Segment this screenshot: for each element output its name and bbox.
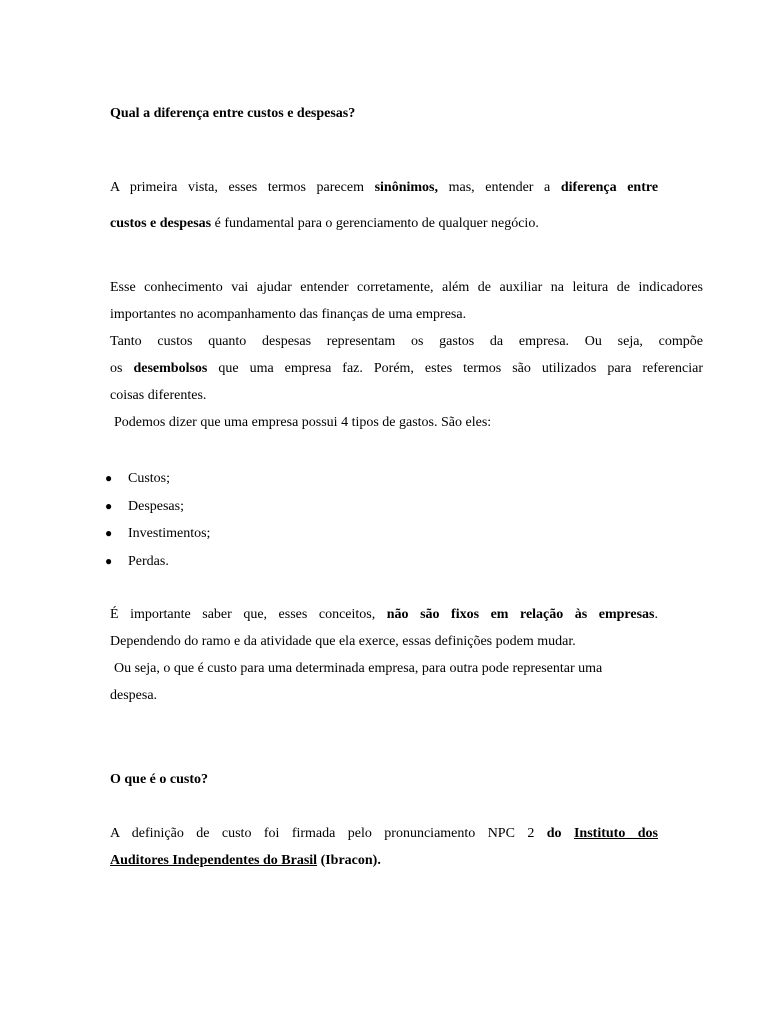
- paragraph-concepts: [110, 601, 658, 709]
- paragraph-line: os desembolsos que uma empresa faz. Porém, estes termos são utilizados para referenciar: [110, 361, 704, 376]
- paragraph-line: custos e despesas é fundamental para o gerenciamento de qualquer negócio.: [110, 216, 539, 231]
- ibracon-link-continued[interactable]: Auditores Independentes do Brasil: [110, 853, 318, 868]
- paragraph-line: A definição de custo foi firmada pelo pronunciamento NPC 2 do Instituto dos: [110, 826, 658, 841]
- bullet-icon: ●: [105, 553, 113, 568]
- bullet-icon: ●: [105, 498, 113, 513]
- paragraph-line: despesa.: [110, 688, 158, 703]
- paragraph-definition: [110, 820, 658, 874]
- heading-what-is-cost: O que é o custo?: [110, 772, 208, 787]
- bullet-icon: ●: [105, 471, 113, 485]
- paragraph-line: Esse conhecimento vai ajudar entender corretamente, além de auxiliar na leitura de indicadores: [110, 280, 703, 295]
- paragraph-line: É importante saber que, esses conceitos, não são fixos em relação às empresas.: [110, 607, 658, 622]
- paragraph-line: A primeira vista, esses termos parecem sinônimos, mas, entender a diferença entre: [110, 180, 659, 195]
- paragraph-line: Podemos dizer que uma empresa possui 4 tipos de gastos. São eles:: [114, 415, 492, 430]
- paragraph-knowledge: [110, 274, 703, 436]
- paragraph-line: importantes no acompanhamento das finanças de uma empresa.: [110, 307, 467, 322]
- paragraph-line: Auditores Independentes do Brasil (Ibracon).: [110, 853, 381, 868]
- paragraph-intro: [110, 170, 658, 242]
- document-page: Qual a diferença entre custos e despesas? A primeira vista, esses termos parecem sinônimos, mas, entender a diferença entre custos e despesas é fundamental para o gerenciamento de qualquer negócio. Esse conhecimento vai ajudar entender corretamente, além de auxiliar na leitura de indicadores importantes no acompanhamento das finanças de uma empresa. Tanto custos quanto despesas representam os gastos da empresa. Ou seja, compõe os desembolsos que uma empresa faz. Porém, estes termos são utilizados para referenciar coisas diferentes. Podemos dizer que uma empresa possui 4 tipos de gastos. São eles: ● Custos; ● Despesas; ● Investimentos; ● Perdas. É importante saber que, esses conceitos, não são fixos em relação às empresas. Dependendo do ramo e da atividade que ela exerce, essas definições podem mudar. Ou seja, o que é custo para uma determinada empresa, para outra pode representar uma despesa. O que é o custo? A definição de custo foi firmada pelo pronunciamento NPC 2 do Instituto dos Auditores Independentes do Brasil (Ibracon).: [0, 0, 768, 1024]
- paragraph-line: coisas diferentes.: [110, 388, 207, 403]
- paragraph-line: Dependendo do ramo e da atividade que ela exerce, essas definições podem mudar.: [110, 634, 576, 649]
- bullet-icon: ●: [105, 526, 113, 540]
- paragraph-line: Ou seja, o que é custo para uma determinada empresa, para outra pode representar uma: [114, 661, 603, 676]
- ibracon-link[interactable]: Instituto dos: [573, 826, 658, 841]
- heading-cost-vs-expense: Qual a diferença entre custos e despesas?: [110, 106, 356, 121]
- paragraph-line: Tanto custos quanto despesas representam os gastos da empresa. Ou seja, compõe: [110, 334, 703, 349]
